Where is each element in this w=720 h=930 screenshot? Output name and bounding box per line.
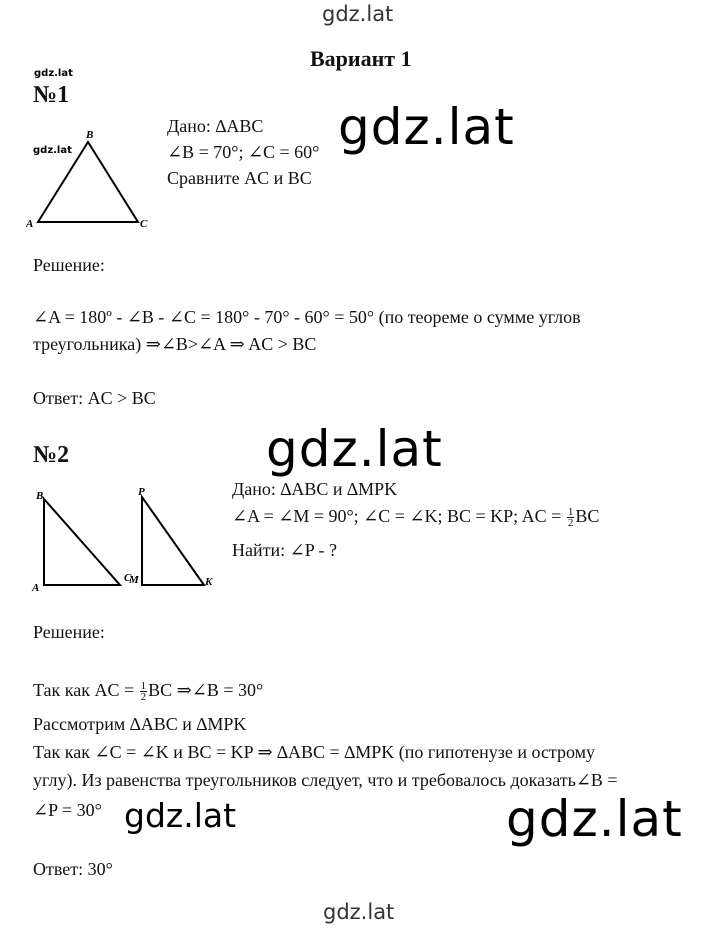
task2-triangles-figure [28,485,218,595]
task2-solution-line5: ∠P = 30° [33,800,102,820]
triangle-mpk [142,497,204,585]
watermark-bottom: gdz.lat [323,900,395,924]
task2-solution-line1 [33,678,263,702]
watermark-big-1: gdz.lat [338,98,515,156]
task1-number: №1 [33,82,70,108]
triangle-abc [44,499,120,585]
triangle-abc [38,142,138,222]
task2-answer: Ответ: 30° [33,859,113,879]
task2-find: Найти: ∠P - ? [232,540,338,560]
task2-sol1-suffix: BC ⇒∠B = 30° [148,680,264,700]
task2-given: Дано: ∆ABC и ∆MPK [232,479,398,499]
vertex-label-m: M [129,574,139,586]
task2-solution-line2: Рассмотрим ∆ABC и ∆MPK [33,714,247,734]
vertex-label-c: C [140,218,148,230]
fraction-denominator: 2 [140,691,147,704]
vertex-label-b: B [86,129,94,141]
vertex-label-a: A [32,582,40,594]
task1-answer: Ответ: AC > BC [33,388,156,408]
vertex-label-b: B [36,490,44,502]
fraction-half [567,507,575,528]
watermark-tiny-1: gdz.lat [34,68,73,79]
fraction-denominator: 2 [567,517,574,530]
task2-conditions [232,504,599,528]
task2-solution-line3: Так как ∠C = ∠K и BC = KP ⇒ ∆ABC = ∆MPK (по гипотенузе и острому [33,742,596,762]
variant-title: Вариант 1 [310,46,412,71]
task1-given: Дано: ∆ABC [167,116,264,136]
task2-cond-suffix: BC [575,506,600,526]
watermark-mid: gdz.lat [124,796,237,835]
task2-sol1-prefix: Так как AC = [33,680,139,700]
fraction-numerator: 1 [140,680,147,693]
task2-solution-line4: углу). Из равенства треугольников следует, что и требовалось доказать∠B = [33,770,618,790]
task1-question: Сравните AC и BC [167,168,312,188]
vertex-label-c: C [124,572,132,584]
fraction-numerator: 1 [567,506,574,519]
watermark-top: gdz.lat [322,2,394,26]
task1-solution-line2: треугольника) ⇒∠B>∠A ⇒ AC > BC [33,334,317,354]
watermark-big-2: gdz.lat [266,420,443,478]
vertex-label-k: K [205,576,213,588]
task1-triangle-figure [26,128,160,230]
task1-solution-line1: ∠A = 180º - ∠B - ∠C = 180° - 70° - 60° = 50° (по теореме о сумме углов [33,307,581,327]
task2-solution-label: Решение: [33,622,105,642]
watermark-big-3: gdz.lat [506,790,683,848]
watermark-tiny-2: gdz.lat [33,145,72,156]
task2-number: №2 [33,442,70,468]
vertex-label-p: P [138,486,145,498]
vertex-label-a: A [26,218,34,230]
task1-solution-label: Решение: [33,255,105,275]
task1-angles: ∠B = 70°; ∠C = 60° [167,142,320,162]
task2-cond-prefix: ∠A = ∠M = 90°; ∠C = ∠K; BC = KP; AC = [232,506,566,526]
fraction-half [140,681,148,702]
